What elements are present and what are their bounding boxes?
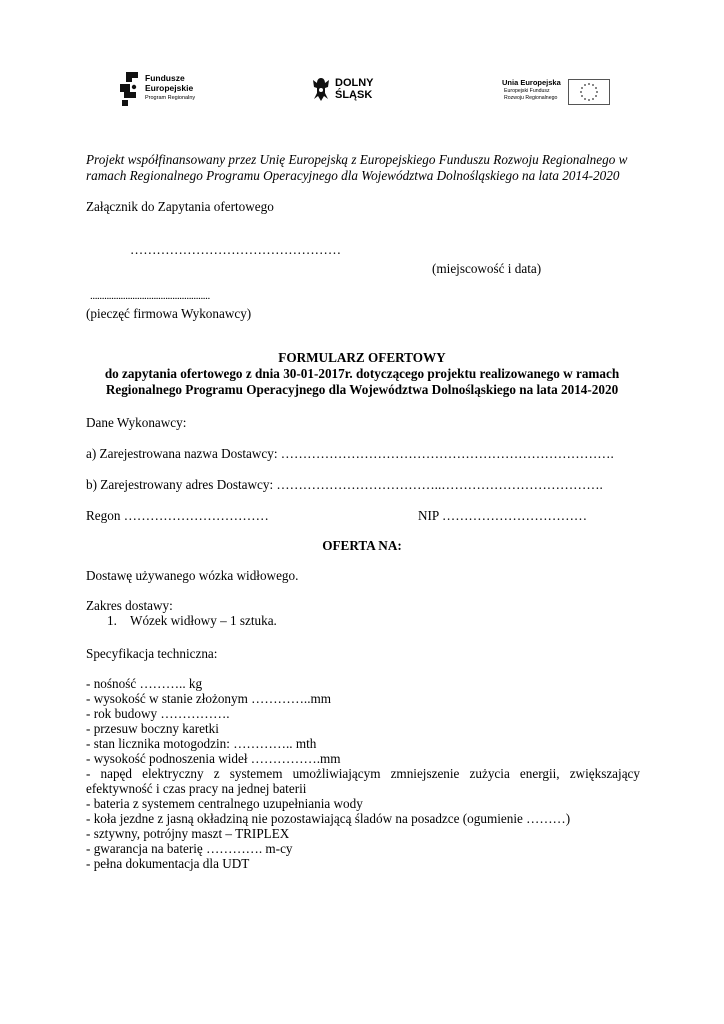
stamp-dots: ................................................... [90,290,210,302]
form-subtitle-line2: Regionalnego Programu Operacyjnego dla Województwa Dolnośląskiego na lata 2014-2020 [105,382,619,397]
form-title: FORMULARZ OFERTOWY [278,350,446,365]
ds-line1: DOLNY [335,77,374,89]
eu-flag-icon [568,79,610,105]
fe-line3: Program Regionalny [145,95,196,101]
spec-item: - bateria z systemem centralnego uzupełniania wody [86,796,363,811]
offer-subject: Dostawę używanego wózka widłowego. [86,568,299,583]
spec-item-continuation: efektywność i czas pracy na jednej baterii [86,781,307,796]
fe-line2: Europejskie [145,83,194,93]
fe-star-icon [118,72,140,106]
spec-item: - stan licznika motogodzin: ………….. mth [86,736,317,751]
ds-line2: ŚLĄSK [335,89,373,101]
eu-line1: Unia Europejska [502,78,561,87]
regon-field: Regon …………………………… [86,508,269,523]
place-date-dots: ………………………………………… [130,242,341,257]
project-note-line2: ramach Regionalnego Programu Operacyjnego dla Województwa Dolnośląskiego na lata 2014-2020 [86,168,620,183]
stamp-label: (pieczęć firmowa Wykonawcy) [86,306,252,321]
fe-line1: Fundusze [145,73,185,83]
spec-item: - wysokość podnoszenia wideł …………….mm [86,751,341,766]
logo-fundusze-europejskie [118,72,218,108]
spec-item: - napęd elektryczny z systemem umożliwiającym zmniejszenie zużycia energii, zwiększający [86,766,640,781]
spec-item: - nośność ……….. kg [86,676,203,691]
spec-item: - koła jezdne z jasną okładziną nie pozostawiającą śladów na posadzce (ogumienie ………) [86,811,571,826]
spec-item: - sztywny, potrójny maszt – TRIPLEX [86,826,290,841]
scope-item-number: 1. [107,613,117,628]
contractor-name-field: a) Zarejestrowana nazwa Dostawcy: …………………………………………………………………. [86,446,614,461]
scope-heading: Zakres dostawy: [86,598,173,613]
nip-field: NIP …………………………… [418,508,588,523]
logo-dolny-slask [311,76,391,106]
eu-line2: Europejski Fundusz [504,88,550,94]
attachment-label: Załącznik do Zapytania ofertowego [86,199,274,214]
scope-item: Wózek widłowy – 1 sztuka. [130,613,277,628]
spec-item: - gwarancja na baterię …………. m-cy [86,841,293,856]
contractor-address-field: b) Zarejestrowany adres Dostawcy: ………………………………..………………………………. [86,477,603,492]
offer-heading: OFERTA NA: [322,538,402,553]
eagle-icon [311,76,331,102]
contractor-heading: Dane Wykonawcy: [86,415,187,430]
spec-item: - przesuw boczny karetki [86,721,219,736]
spec-item: - rok budowy ……………. [86,706,230,721]
spec-item: - wysokość w stanie złożonym …………..mm [86,691,332,706]
logo-unia-europejska [502,78,612,108]
eu-line3: Rozwoju Regionalnego [504,95,558,101]
place-date-label: (miejscowość i data) [432,261,542,276]
form-subtitle-line1: do zapytania ofertowego z dnia 30-01-2017r. dotyczącego projektu realizowanego w ramach [104,366,620,381]
project-note-line1: Projekt współfinansowany przez Unię Europejską z Europejskiego Funduszu Rozwoju Regionalnego w [86,152,628,167]
spec-item: - pełna dokumentacja dla UDT [86,856,250,871]
spec-heading: Specyfikacja techniczna: [86,646,218,661]
